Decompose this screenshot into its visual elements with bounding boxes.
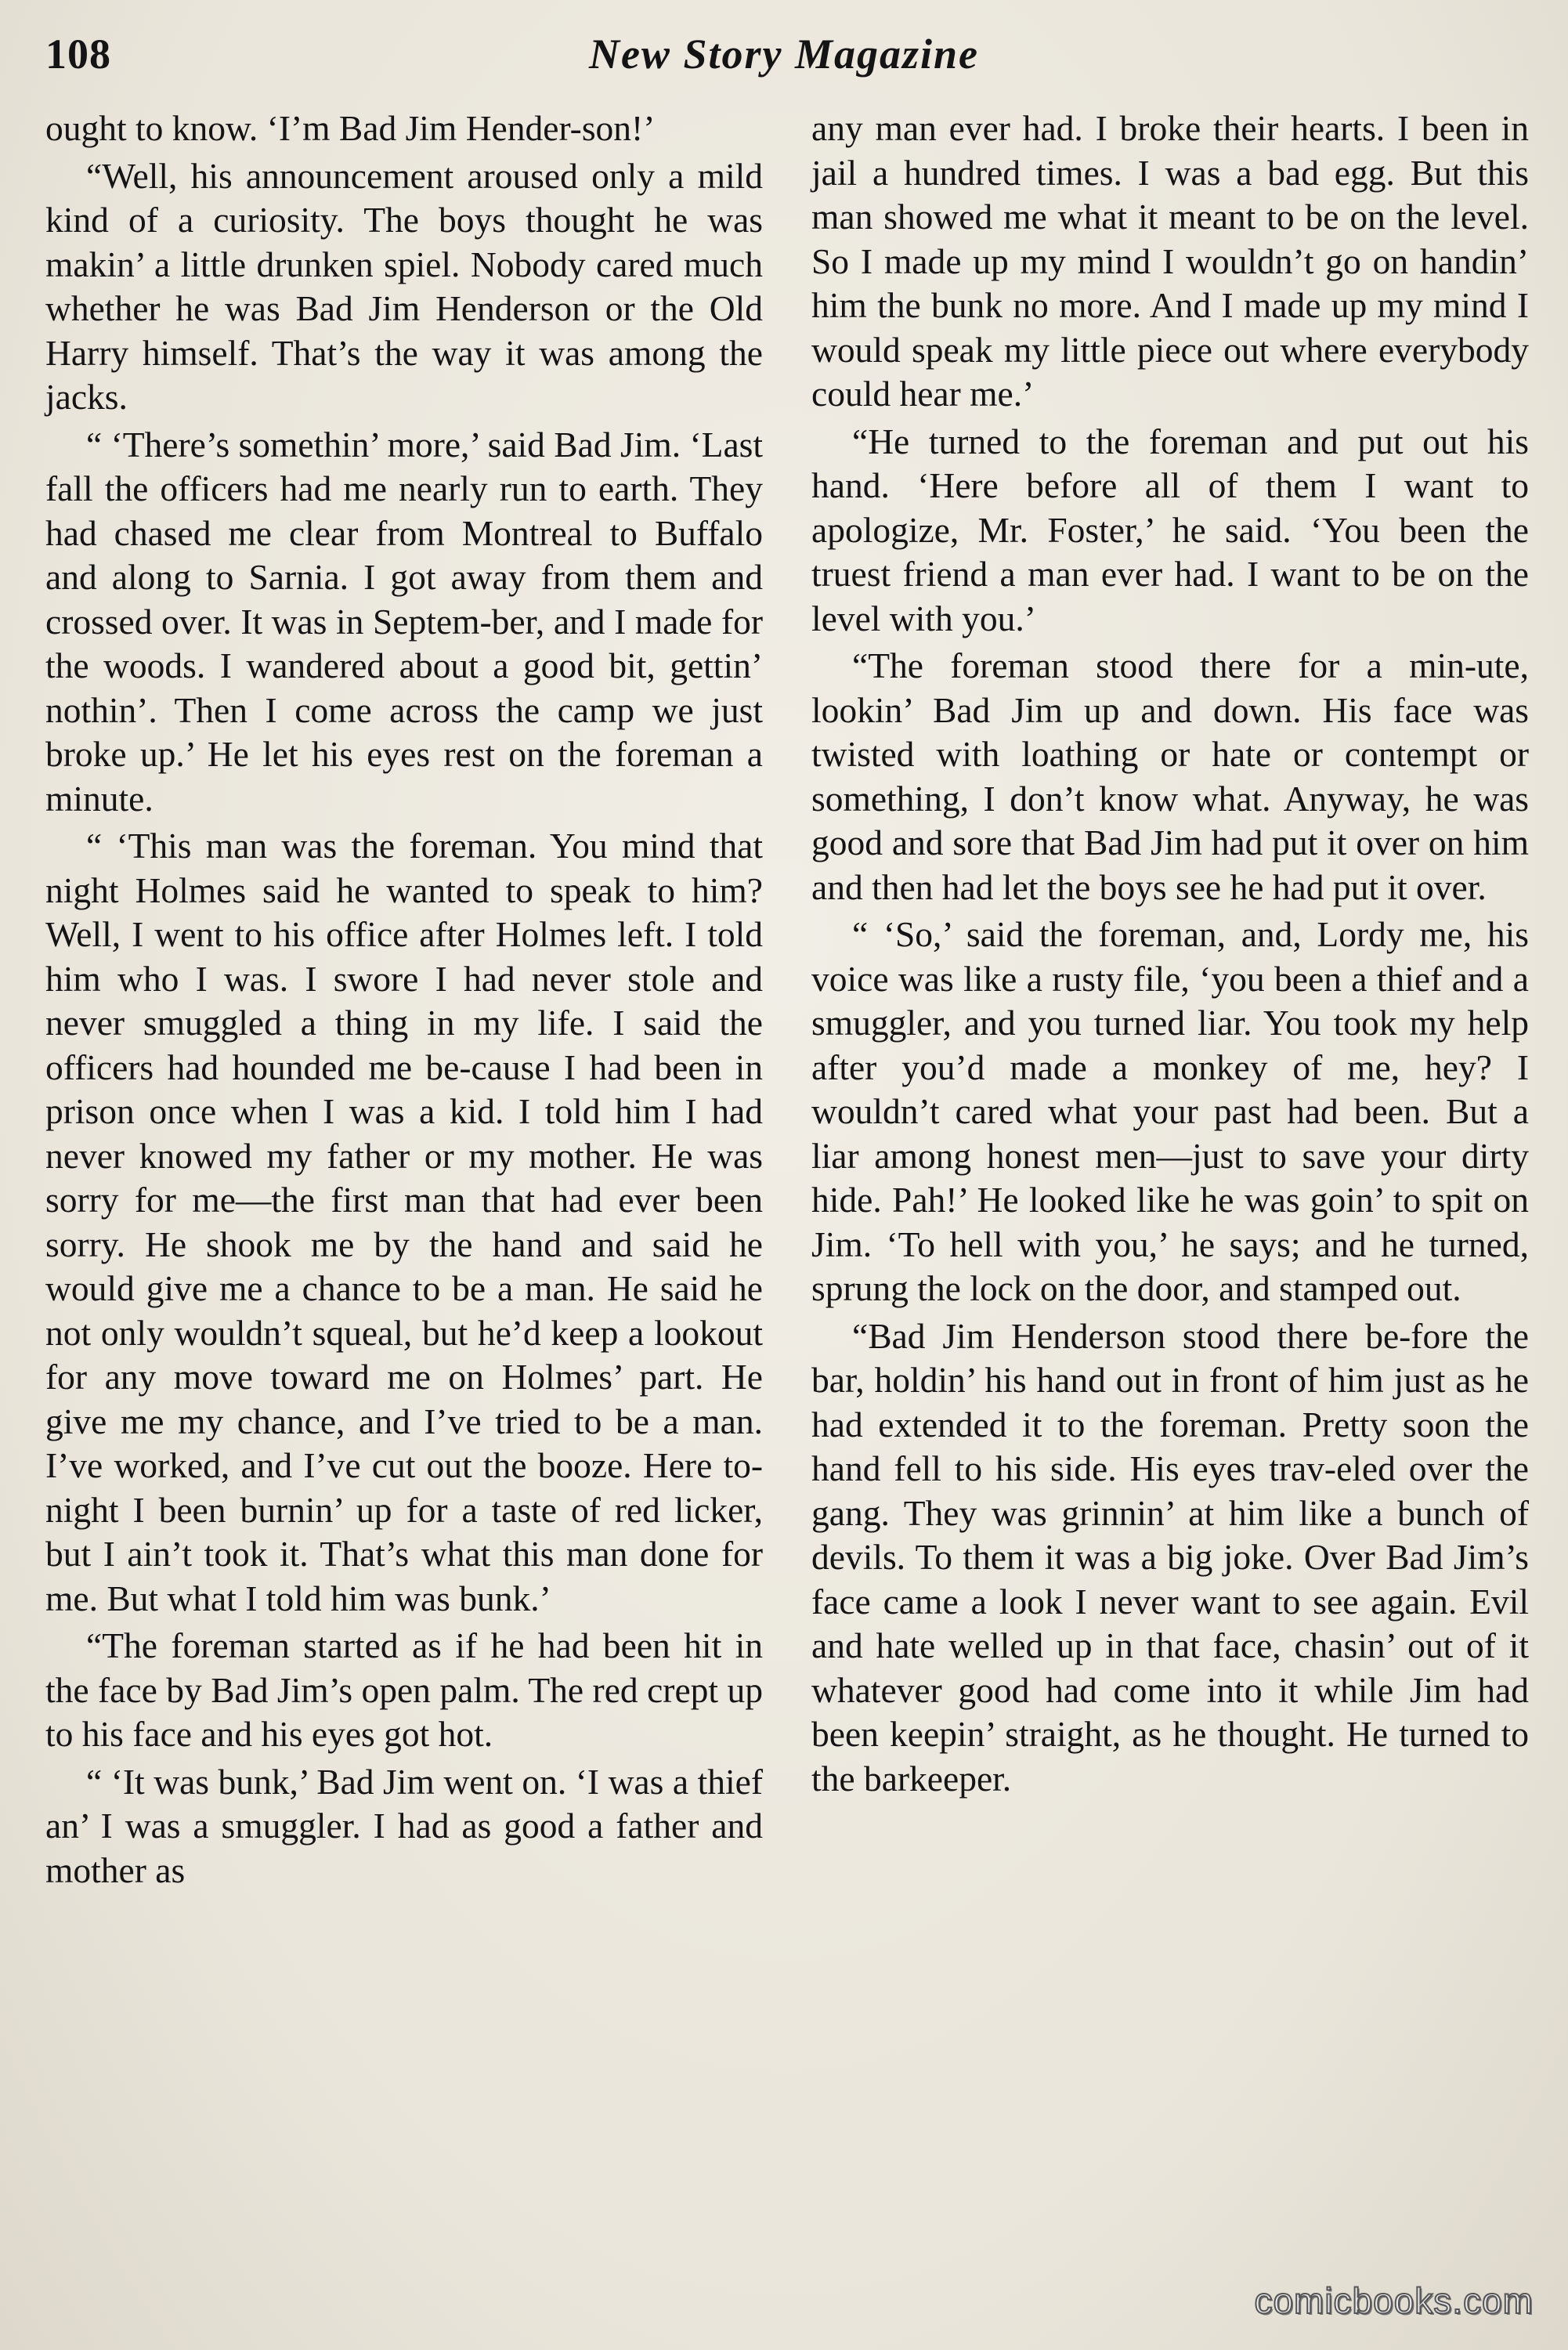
paragraph: “Well, his announcement aroused only a mild kind of a curiosity. The boys thought he was makin’ a little drunken spiel. Nobody cared much whether he was Bad Jim Henderson or the Old Harry himself. That’s the way it was among the jacks. [45,155,763,417]
running-head [42,30,1526,85]
paragraph: “ ‘This man was the foreman. You mind that night Holmes said he wanted to speak to him? Well, I went to his office after Holmes left. I told him who I was. I swore I had never stole and never smuggled a thing in my life. I said the officers had hounded me be-cause I had been in prison once when I was a kid. I told him I had never knowed my father or my mother. He was sorry for me—the first man that had ever been sorry. He shook me by the hand and said he would give me a chance to be a man. He said he not only wouldn’t squeal, but he’d keep a lookout for any move toward me on Holmes’ part. He give me my chance, and I’ve tried to be a man. I’ve worked, and I’ve cut out the booze. Here to-night I been burnin’ up for a taste of red licker, but I ain’t took it. That’s what this man done for me. But what I told him was bunk.’ [45,826,763,1618]
paragraph: “The foreman started as if he had been hit in the face by Bad Jim’s open palm. The red crept up to his face and his eyes got hot. [45,1625,763,1754]
paragraph: “ ‘It was bunk,’ Bad Jim went on. ‘I was a thief an’ I was a smuggler. I had as good a father and mother as [45,1761,763,1890]
paragraph: “He turned to the foreman and put out his hand. ‘Here before all of them I want to apologize, Mr. Foster,’ he said. ‘You been the truest friend a man ever had. I want to be on the level with you.’ [811,421,1529,638]
paragraph: any man ever had. I broke their hearts. I been in jail a hundred times. I was a bad egg. But this man showed me what it meant to be on the level. So I made up my mind I wouldn’t go on handin’ him the bunk no more. And I made up my mind I would speak my little piece out where everybody could hear me.’ [811,108,1529,414]
paragraph: “The foreman stood there for a min-ute, lookin’ Bad Jim up and down. His face was twisted with loathing or hate or contempt or something, I don’t know what. Anyway, he was good and sore that Bad Jim had put it over on him and then had let the boys see he had put it over. [811,645,1529,907]
paragraph: “Bad Jim Henderson stood there be-fore the bar, holdin’ his hand out in front of him just as he had extended it to the foreman. Pretty soon the hand fell to his side. His eyes trav-eled over the gang. They was grinnin’ at him like a bunch of devils. To them it was a big joke. Over Bad Jim’s face came a look I never want to see again. Evil and hate welled up in that face, chasin’ out of it whatever good had come into it while Jim had been keepin’ straight, as he thought. He turned to the barkeeper. [811,1315,1529,1799]
magazine-title: New Story Magazine [588,31,980,78]
paragraph: “ ‘There’s somethin’ more,’ said Bad Jim. ‘Last fall the officers had me nearly run to earth. They had chased me clear from Montreal to Buffalo and along to Sarnia. I got away from them and crossed over. It was in Septem-ber, and I made for the woods. I wandered about a good bit, gettin’ nothin’. Then I come across the camp we just broke up.’ He let his eyes rest on the foreman a minute. [45,424,763,819]
watermark: comicbooks.com [1254,2280,1534,2321]
page-number: 108 [45,31,111,78]
paragraph: ought to know. ‘I’m Bad Jim Hender-son!’ [45,108,656,148]
paragraph: “ ‘So,’ said the foreman, and, Lordy me, his voice was like a rusty file, ‘you been a thief and a smuggler, and you turned liar. You took my help after you’d made a monkey of me, hey? I wouldn’t cared what your past had been. But a liar among honest men—just to save your dirty hide. Pah!’ He looked like he was goin’ to spit on Jim. ‘To hell with you,’ he says; and he turned, sprung the lock on the door, and stamped out. [811,914,1529,1308]
right-column [811,107,1529,1804]
left-column [45,107,763,1896]
